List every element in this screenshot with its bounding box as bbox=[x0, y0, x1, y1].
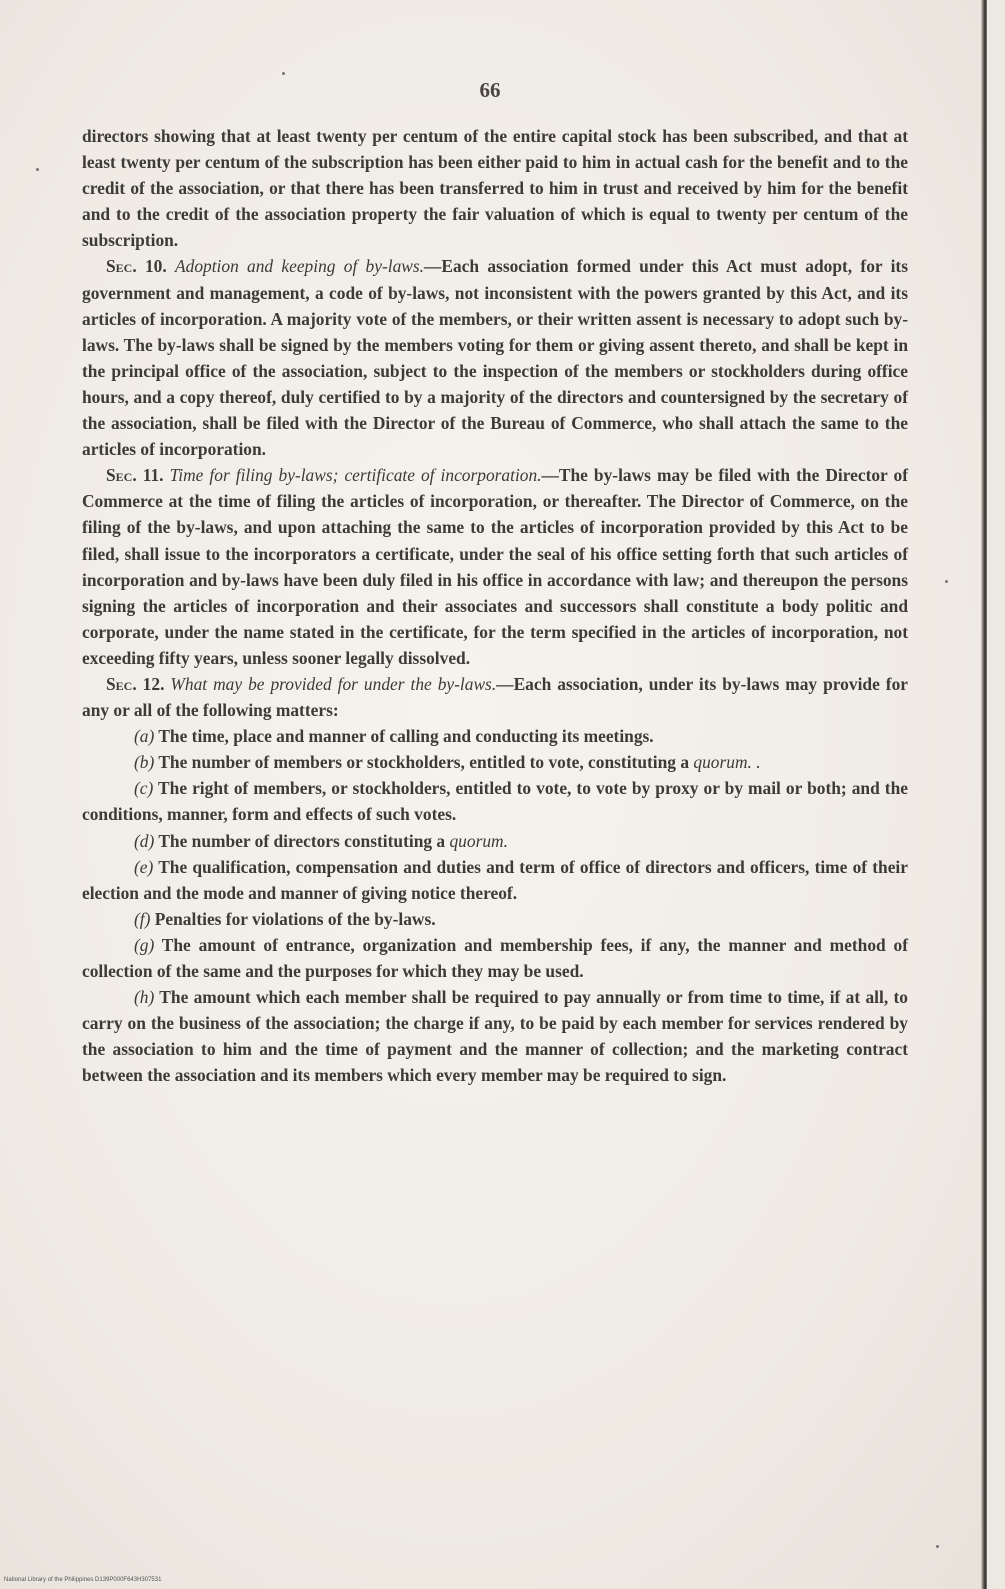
list-item bbox=[82, 828, 908, 854]
section-label: Sec. 11. bbox=[106, 465, 164, 486]
book-binding-edge bbox=[981, 0, 987, 1589]
scan-speck bbox=[282, 72, 285, 75]
section-title: Adoption and keeping of by-laws. bbox=[175, 256, 424, 277]
section-body: —The by-laws may be filed with the Director of Commerce at the time of filing the articles of incorporation, or thereafter. The Director of Commerce, on the filing of the by-laws, and upon attaching the same to the articles of incorporation provided by this Act to be filed, shall issue to the incorporators a certificate, under the seal of his office setting forth that such articles of incorporation and by-laws have been duly filed in his office in accordance with law; and thereupon the persons signing the articles of incorporation and their associates and successors shall constitute a body politic and corporate, under the name stated in the certificate, for the term specified in the articles of incorporation, not exceeding fifty years, unless sooner legally dissolved. bbox=[82, 465, 908, 668]
paragraph-continued: directors showing that at least twenty per centum of the entire capital stock has been subscribed, and that at least twenty per centum of the subscription has been either paid to him in actual cash for the benefit and to the credit of the association, or that there has been transferred to him in trust and received by him for the benefit and to the credit of the association property the fair valuation of which is equal to twenty per centum of the subscription. bbox=[82, 126, 908, 251]
item-marker: (b) bbox=[134, 752, 155, 773]
section-12 bbox=[82, 671, 908, 723]
item-text-italic: quorum. . bbox=[693, 752, 761, 773]
section-label: Sec. 12. bbox=[106, 673, 165, 694]
section-title: Time for filing by-laws; certificate of incorporation. bbox=[169, 465, 542, 486]
item-text: The amount which each member shall be required to pay annually or from time to time, if at all, to carry on the business of the association; the charge if any, to be paid by each member for services rendered by the association to him and the time of payment and the manner of collection; and the marketing contract between the association and its members which every member may be required to sign. bbox=[82, 987, 908, 1086]
item-text: The right of members, or stockholders, entitled to vote, to vote by proxy or by mail or both; and the conditions, manner, form and effects of such votes. bbox=[82, 778, 908, 825]
item-marker: (g) bbox=[134, 934, 155, 955]
item-marker: (d) bbox=[134, 830, 155, 851]
section-title: What may be provided for under the by-laws. bbox=[170, 673, 497, 694]
section-body: —Each association formed under this Act must adopt, for its government and management, a code of by-laws, not inconsistent with the powers granted by this Act, and its articles of incorporation. A majority vote of the members, or their written assent is necessary to adopt such by-laws. The by-laws shall be signed by the members voting for them or giving assent thereto, and shall be kept in the principal office of the association, subject to the inspection of the members or stockholders during office hours, and a copy thereof, duly certified to by a majority of the directors and countersigned by the secretary of the association, shall be filed with the Director of the Bureau of Commerce, who shall attach the same to the articles of incorporation. bbox=[82, 256, 908, 460]
list-item bbox=[82, 854, 908, 906]
list-item bbox=[82, 775, 908, 827]
item-marker: (c) bbox=[134, 778, 154, 799]
list-item bbox=[82, 984, 908, 1088]
list-item bbox=[82, 932, 908, 984]
page-margin-right bbox=[987, 0, 1005, 1589]
list-item bbox=[82, 723, 908, 749]
section-body: —Each association, under its by-laws may provide for any or all of the following matters: bbox=[82, 673, 908, 721]
section-label: Sec. 10. bbox=[106, 256, 167, 277]
item-text: The number of members or stockholders, entitled to vote, constituting a bbox=[158, 752, 690, 773]
list-item bbox=[82, 749, 908, 775]
item-text: Penalties for violations of the by-laws. bbox=[154, 908, 436, 929]
scan-speck bbox=[945, 580, 948, 583]
scan-speck bbox=[36, 168, 39, 171]
scan-speck bbox=[936, 1545, 939, 1548]
item-marker: (e) bbox=[134, 856, 154, 877]
section-11 bbox=[82, 462, 908, 671]
item-text: The time, place and manner of calling and conducting its meetings. bbox=[158, 726, 654, 747]
scan-footer-credit: National Library of the Philippines D139P000F643H307531 bbox=[4, 1577, 162, 1583]
document-body bbox=[82, 123, 908, 1088]
item-text: The number of directors constituting a bbox=[158, 830, 446, 851]
item-text: The qualification, compensation and duties and term of office of directors and officers, time of their election and the mode and manner of giving notice thereof. bbox=[82, 856, 908, 903]
page-number: 66 bbox=[479, 78, 501, 102]
item-marker: (h) bbox=[134, 987, 155, 1008]
list-item bbox=[82, 906, 908, 932]
item-marker: (f) bbox=[134, 908, 151, 929]
item-marker: (a) bbox=[134, 726, 155, 747]
section-10 bbox=[82, 253, 908, 462]
item-text: The amount of entrance, organization and membership fees, if any, the manner and method of collection of the same and the purposes for which they may be used. bbox=[82, 934, 908, 981]
item-text-italic: quorum. bbox=[449, 830, 508, 851]
